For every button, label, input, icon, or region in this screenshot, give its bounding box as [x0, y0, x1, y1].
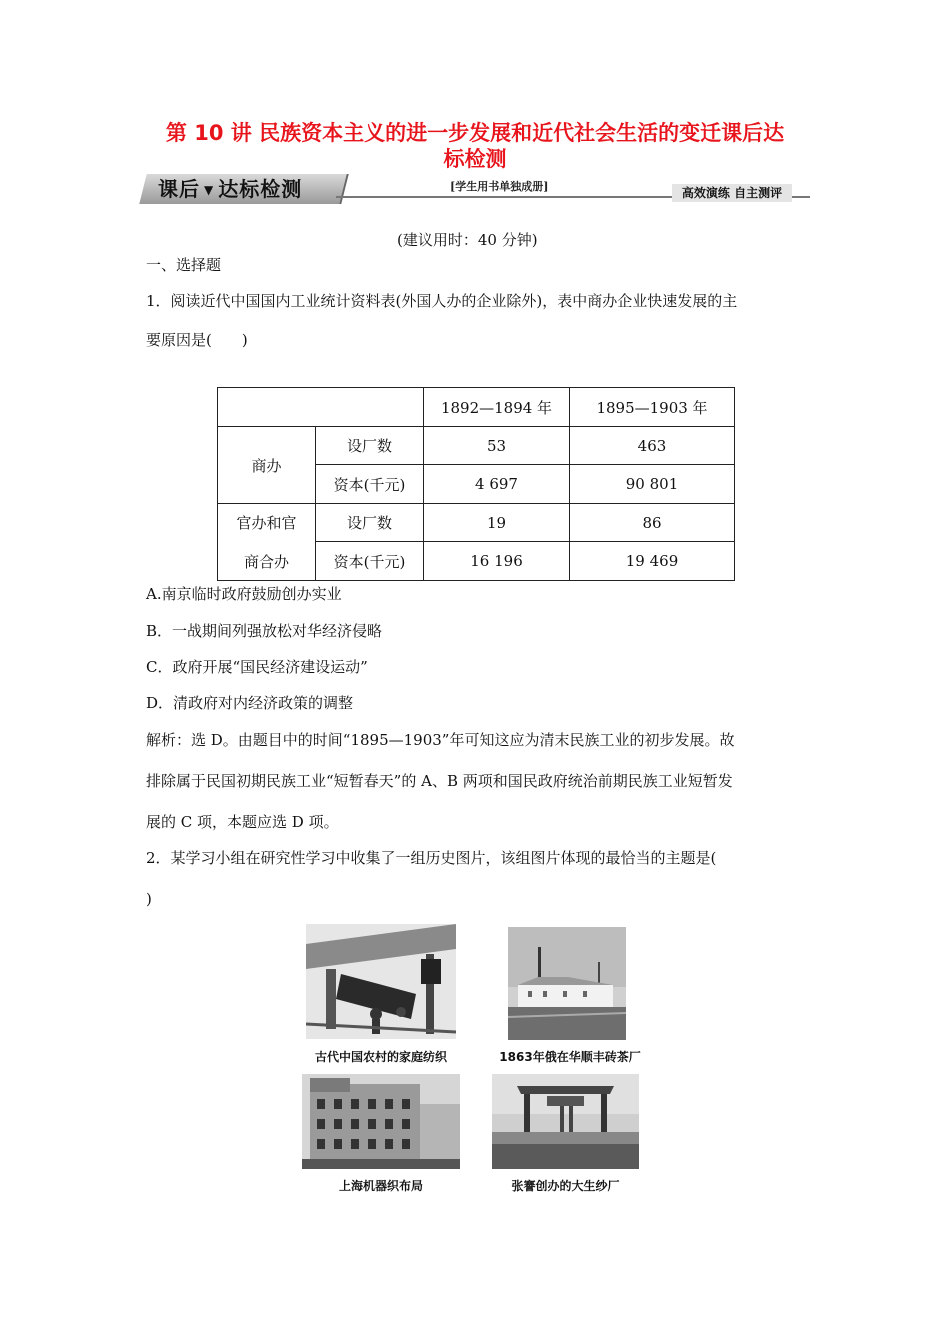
table-cell: 资本(千元)	[316, 542, 424, 581]
table-row	[218, 504, 735, 542]
banner-label-a: 课后	[158, 177, 200, 201]
section-banner-label	[158, 174, 302, 204]
time-hint: (建议用时：40 分钟)	[397, 231, 538, 249]
photo-shanghai-mill	[302, 1074, 460, 1169]
document-title	[140, 120, 810, 172]
q1-option-a: A.南京临时政府鼓励创办实业	[146, 585, 342, 603]
table-header-empty	[218, 388, 424, 427]
table-group-label: 商办	[218, 427, 316, 504]
photo-dasheng-mill-drawing	[492, 1074, 639, 1169]
photo-tea-factory-drawing	[508, 927, 626, 1040]
table-cell: 设厂数	[316, 504, 424, 542]
q1-analysis-line-2: 排除属于民国初期民族工业“短暂春天”的 A、B 两项和国民政府统治前期民族工业短暂发	[146, 772, 733, 790]
q1-stem-line-1: 1．阅读近代中国国内工业统计资料表(外国人办的企业除外)，表中商办企业快速发展的主	[146, 292, 738, 310]
table-cell: 4 697	[424, 465, 570, 504]
table-group-label-line: 商合办	[243, 553, 289, 571]
q2-stem-line-1: 2．某学习小组在研究性学习中收集了一组历史图片，该组图片体现的最恰当的主题是(	[146, 849, 717, 867]
banner-right-tag: 高效演练 自主测评	[672, 184, 792, 202]
table-header-cell: 1895—1903 年	[570, 388, 735, 427]
table-group-label	[218, 504, 316, 581]
triangle-down-icon: ▼	[204, 183, 215, 197]
photo-caption: 1863年俄在华顺丰砖茶厂	[499, 1050, 641, 1064]
table-cell: 19 469	[570, 542, 735, 581]
table-cell: 90 801	[570, 465, 735, 504]
photo-home-weaving	[306, 924, 456, 1039]
industry-stats-table	[217, 387, 735, 581]
table-cell: 86	[570, 504, 735, 542]
photo-home-weaving-drawing	[306, 924, 456, 1039]
photo-tea-factory	[508, 927, 626, 1040]
photo-caption: 张謇创办的大生纱厂	[511, 1179, 620, 1193]
photo-shanghai-mill-drawing	[302, 1074, 460, 1169]
table-cell: 设厂数	[316, 427, 424, 465]
photo-dasheng-mill	[492, 1074, 639, 1169]
banner-note: [学生用书单独成册]	[450, 180, 549, 193]
banner-label-b: 达标检测	[218, 177, 303, 201]
table-cell: 16 196	[424, 542, 570, 581]
q1-option-d: D．清政府对内经济政策的调整	[146, 694, 354, 712]
q2-stem-line-2: )	[146, 890, 152, 908]
q1-analysis-line-1: 解析：选 D。由题目中的时间“1895—1903”年可知这应为清末民族工业的初步发展。故	[146, 731, 735, 749]
table-header-row	[218, 388, 735, 427]
table-cell: 资本(千元)	[316, 465, 424, 504]
table-header-cell: 1892—1894 年	[424, 388, 570, 427]
q1-option-c: C．政府开展“国民经济建设运动”	[146, 658, 368, 676]
table-cell: 463	[570, 427, 735, 465]
section-heading: 一、选择题	[146, 256, 222, 274]
q1-stem-line-2: 要原因是( )	[146, 331, 248, 349]
table-cell: 19	[424, 504, 570, 542]
photo-caption: 古代中国农村的家庭纺织	[314, 1050, 447, 1064]
title-line-2: 标检测	[443, 147, 507, 171]
q1-analysis-line-3: 展的 C 项，本题应选 D 项。	[146, 813, 339, 831]
title-line-1: 第 10 讲 民族资本主义的进一步发展和近代社会生活的变迁课后达	[165, 121, 785, 145]
table-group-label-line: 官办和官	[236, 514, 297, 532]
table-cell: 53	[424, 427, 570, 465]
photo-caption: 上海机器织布局	[338, 1179, 423, 1193]
table-row	[218, 427, 735, 465]
q1-option-b: B．一战期间列强放松对华经济侵略	[146, 622, 383, 640]
